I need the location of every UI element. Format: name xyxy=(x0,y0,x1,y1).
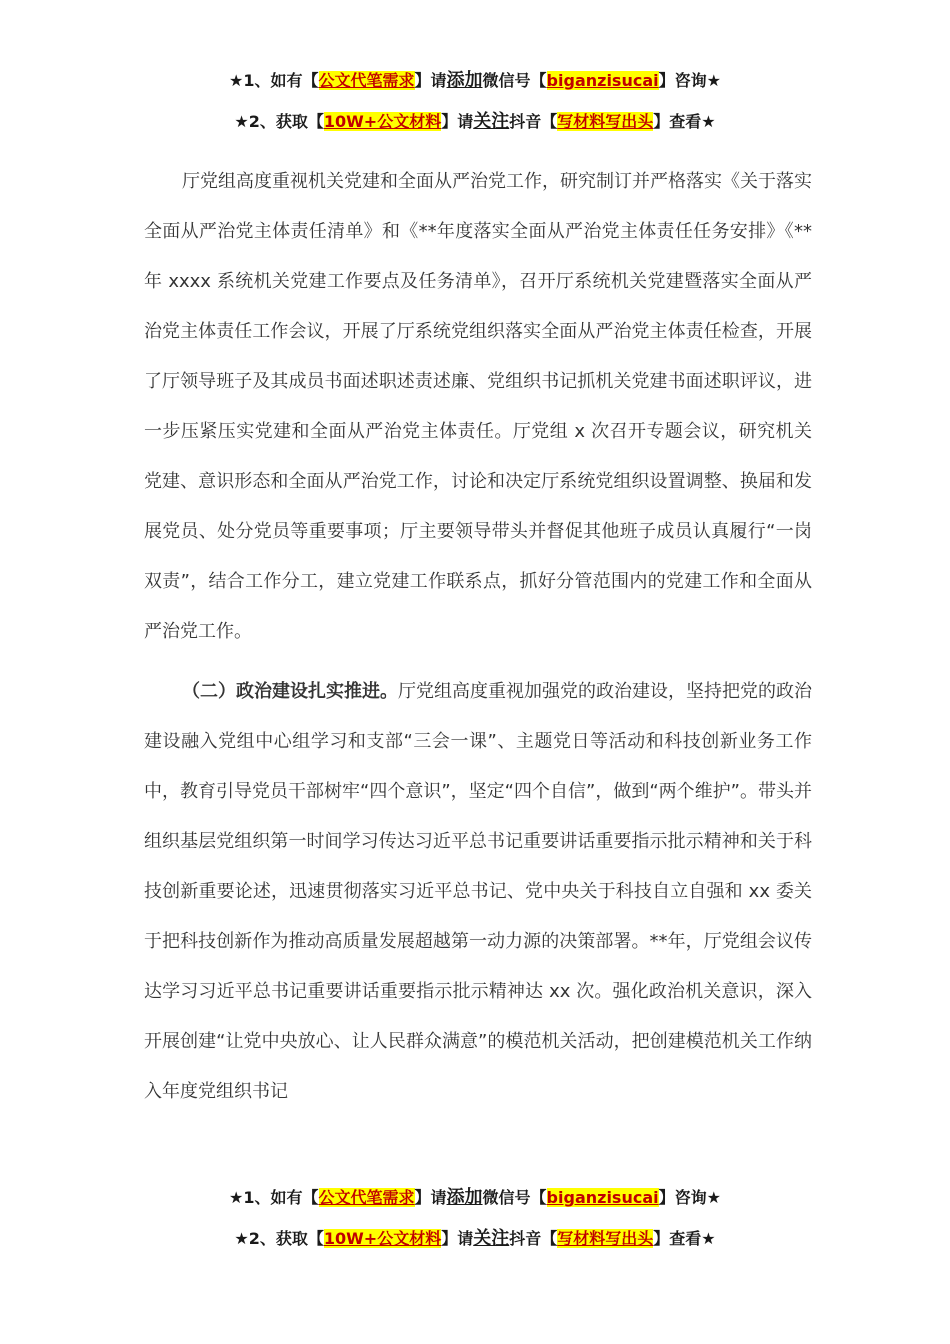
banner-highlight: 公文代笔需求 xyxy=(318,1188,415,1207)
paragraph-2 xyxy=(144,667,812,1117)
banner-text: 】咨询★ xyxy=(658,1188,721,1207)
paragraph-2-text: 厅党组高度重视加强党的政治建设，坚持把党的政治建设融入党组中心组学习和支部“三会一课”、主题党日等活动和科技创新业务工作中，教育引导党员干部树牢“四个意识”，坚定“四个自信”，做到“两个维护”。带头并组织基层党组织第一时间学习传达习近平总书记重要讲话重要指示批示精神和关于科技创新重要论述，迅速贯彻落实习近平总书记、党中央关于科技自立自强和 xx 委关于把科技创新作为推动高质量发展超越第一动力源的决策部署。**年，厅党组会议传达学习习近平总书记重要讲话重要指示批示精神达 xx 次。强化政治机关意识，深入开展创建“让党中央放心、让人民群众满意”的模范机关活动，把创建模范机关工作纳入年度党组织书记 xyxy=(144,681,812,1102)
banner-text: ★2、获取【 xyxy=(234,112,324,131)
banner-text: 】请 xyxy=(414,71,447,90)
paragraph-1: 厅党组高度重视机关党建和全面从严治党工作，研究制订并严格落实《关于落实全面从严治党主体责任清单》和《**年度落实全面从严治党主体责任任务安排》《**年 xxxx 系统机关党建工作要点及任务清单》，召开厅系统机关党建暨落实全面从严治党主体责任工作会议，开展了厅系统党组织落实全面从严治党主体责任检查，开展了厅领导班子及其成员书面述职述责述廉、党组织书记抓机关党建书面述职评议，进一步压紧压实党建和全面从严治党主体责任。厅党组 x 次召开专题会议，研究机关党建、意识形态和全面从严治党工作，讨论和决定厅系统党组织设置调整、换届和发展党员、处分党员等重要事项；厅主要领导带头并督促其他班子成员认真履行“一岗双责”，结合工作分工，建立党建工作联系点，抓好分管范围内的党建工作和全面从严治党工作。 xyxy=(144,171,812,642)
banner-highlight: 10W+公文材料 xyxy=(323,112,442,131)
document-body xyxy=(144,157,812,1117)
banner-text: 微信号【 xyxy=(482,71,547,90)
banner-bottom-line1 xyxy=(0,1187,950,1209)
section-heading: （二）政治建设扎实推进。 xyxy=(182,681,398,702)
banner-text: 】查看★ xyxy=(653,1229,716,1248)
banner-underlined: 关注 xyxy=(473,111,510,132)
banner-highlight: 写材料写出头 xyxy=(557,112,654,131)
banner-top-line2 xyxy=(0,111,950,133)
banner-highlight: biganzisucai xyxy=(546,71,659,90)
banner-highlight: 写材料写出头 xyxy=(557,1229,654,1248)
banner-text: 抖音【 xyxy=(509,1229,558,1248)
banner-text: ★2、获取【 xyxy=(234,1229,324,1248)
banner-text: 】请 xyxy=(441,1229,474,1248)
banner-top-line1 xyxy=(0,70,950,92)
banner-highlight: 10W+公文材料 xyxy=(323,1229,442,1248)
banner-highlight: biganzisucai xyxy=(546,1188,659,1207)
banner-text: 微信号【 xyxy=(482,1188,547,1207)
banner-text: 】咨询★ xyxy=(658,71,721,90)
banner-text: 】请 xyxy=(414,1188,447,1207)
banner-underlined: 添加 xyxy=(446,1187,483,1208)
banner-text: ★1、如有【 xyxy=(229,1188,319,1207)
banner-underlined: 关注 xyxy=(473,1228,510,1249)
banner-highlight: 公文代笔需求 xyxy=(318,71,415,90)
banner-text: 】查看★ xyxy=(653,112,716,131)
banner-text: ★1、如有【 xyxy=(229,71,319,90)
banner-text: 】请 xyxy=(441,112,474,131)
banner-underlined: 添加 xyxy=(446,70,483,91)
banner-bottom-line2 xyxy=(0,1228,950,1250)
banner-text: 抖音【 xyxy=(509,112,558,131)
